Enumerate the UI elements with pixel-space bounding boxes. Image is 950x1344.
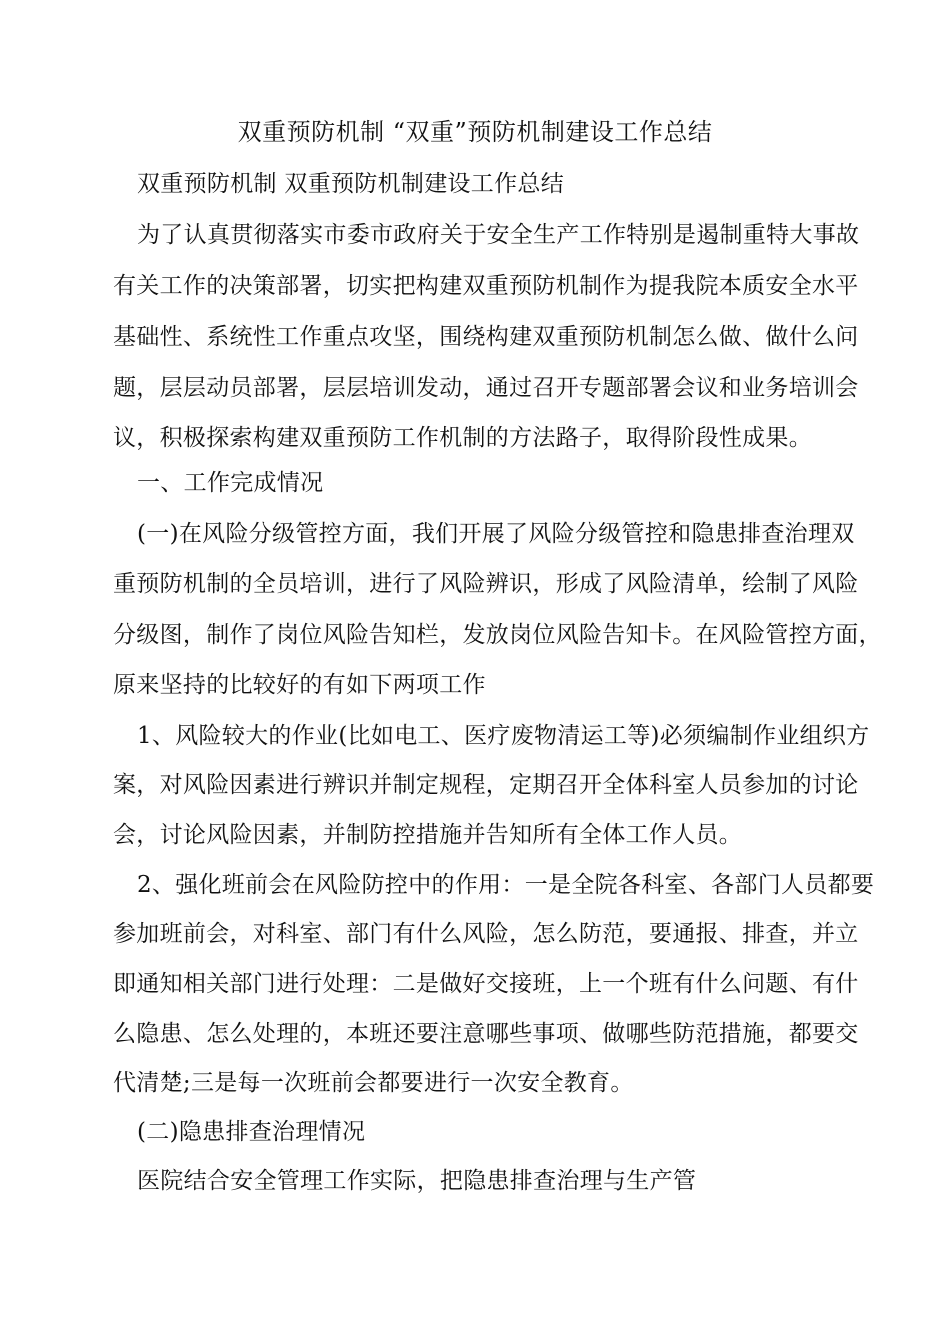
paragraph-line: 1、风险较大的作业(比如电工、医疗废物清运工等)必须编制作业组织方 — [137, 723, 870, 749]
paragraph-line: 为了认真贯彻落实市委市政府关于安全生产工作特别是遏制重特大事故 — [137, 222, 860, 248]
paragraph-line: 么隐患、怎么处理的，本班还要注意哪些事项、做哪些防范措施，都要交 — [113, 1021, 859, 1047]
paragraph-line: 原来坚持的比较好的有如下两项工作 — [113, 672, 486, 698]
paragraph-line: 题，层层动员部署，层层培训发动，通过召开专题部署会议和业务培训会 — [113, 375, 859, 401]
paragraph-line: 会，讨论风险因素，并制防控措施并告知所有全体工作人员。 — [113, 822, 743, 848]
section-heading: (二)隐患排查治理情况 — [137, 1119, 366, 1145]
paragraph-line: 基础性、系统性工作重点攻坚，围绕构建双重预防机制怎么做、做什么问 — [113, 324, 859, 350]
paragraph-line: 议，积极探索构建双重预防工作机制的方法路子，取得阶段性成果。 — [113, 425, 812, 451]
paragraph-line: 重预防机制的全员培训，进行了风险辨识，形成了风险清单，绘制了风险 — [113, 571, 859, 597]
paragraph-line: 案，对风险因素进行辨识并制定规程，定期召开全体科室人员参加的讨论 — [113, 772, 859, 798]
paragraph-line: 2、强化班前会在风险防控中的作用：一是全院各科室、各部门人员都要 — [137, 872, 875, 898]
document-title: 双重预防机制 “双重”预防机制建设工作总结 — [237, 118, 713, 146]
paragraph-line: 代清楚;三是每一次班前会都要进行一次安全教育。 — [113, 1070, 634, 1096]
paragraph-line: (一)在风险分级管控方面，我们开展了风险分级管控和隐患排查治理双 — [137, 521, 855, 547]
subtitle-line: 双重预防机制 双重预防机制建设工作总结 — [137, 171, 565, 197]
paragraph-line: 分级图，制作了岗位风险告知栏，发放岗位风险告知卡。在风险管控方面， — [113, 622, 882, 648]
paragraph-line: 医院结合安全管理工作实际，把隐患排查治理与生产管 — [137, 1168, 697, 1194]
paragraph-line: 即通知相关部门进行处理：二是做好交接班，上一个班有什么问题、有什 — [113, 971, 859, 997]
paragraph-line: 有关工作的决策部署，切实把构建双重预防机制作为提我院本质安全水平 — [113, 273, 859, 299]
section-heading: 一、工作完成情况 — [137, 470, 324, 496]
paragraph-line: 参加班前会，对科室、部门有什么风险，怎么防范，要通报、排查，并立 — [113, 921, 859, 947]
